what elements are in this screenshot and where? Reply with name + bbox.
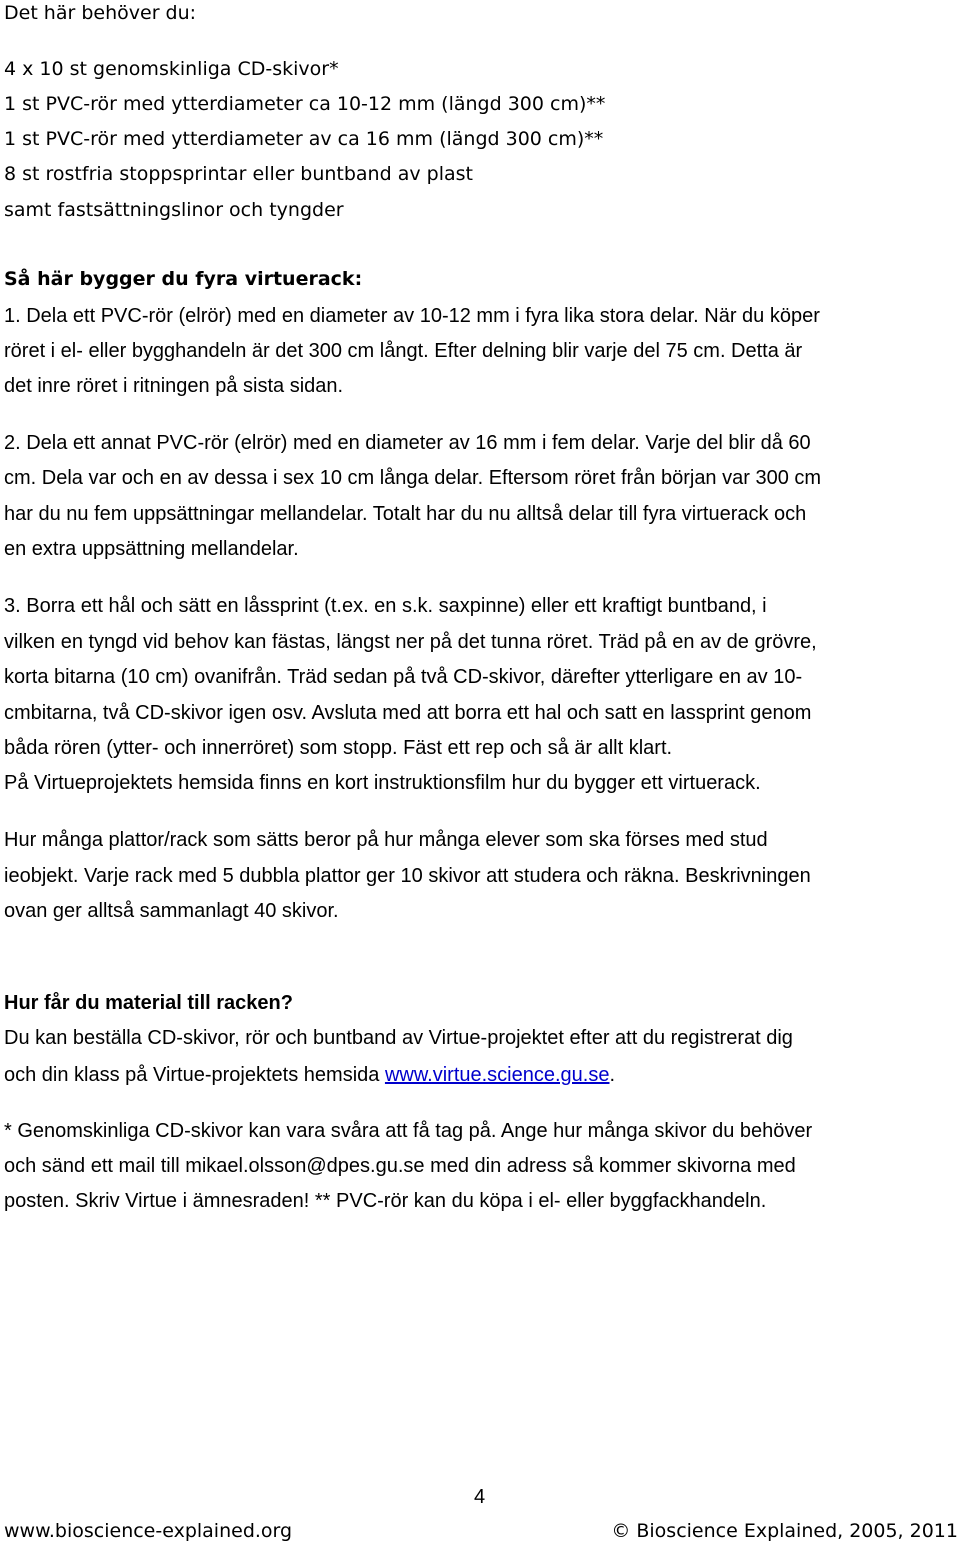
order-line-prefix: och din klass på Virtue-projektets hemsida	[4, 1064, 385, 1086]
virtue-website-link[interactable]: www.virtue.science.gu.se	[384, 1064, 610, 1086]
materials-heading: Det här behöver du:	[4, 2, 197, 24]
step3-line: cmbitarna, två CD-skivor igen osv. Avsluta med att borra ett hal och satt en lassprint genom	[4, 702, 812, 724]
step2-line: 2. Dela ett annat PVC-rör (elrör) med en diameter av 16 mm i fem delar. Varje del blir då 60	[4, 432, 811, 454]
footnote-line: * Genomskinliga CD-skivor kan vara svåra att få tag på. Ange hur många skivor du behöver	[4, 1120, 813, 1142]
step3-line: korta bitarna (10 cm) ovanifrån. Träd sedan på två CD-skivor, därefter ytterligare en av 10-	[4, 666, 803, 688]
step1-line: 1. Dela ett PVC-rör (elrör) med en diameter av 10-12 mm i fyra lika stora delar. När du köper	[4, 305, 820, 327]
step2-line: cm. Dela var och en av dessa i sex 10 cm långa delar. Eftersom röret från början var 300 cm	[4, 467, 822, 489]
order-heading: Hur får du material till racken?	[4, 992, 293, 1014]
footnote-line: posten. Skriv Virtue i ämnesraden! ** PVC-rör kan du köpa i el- eller byggfackhandeln.	[4, 1190, 767, 1212]
step2-line: en extra uppsättning mellandelar.	[4, 538, 299, 560]
step3-line: På Virtueprojektets hemsida finns en kort instruktionsfilm hur du bygger ett virtuerack.	[4, 772, 761, 794]
build-heading: Så här bygger du fyra virtuerack:	[4, 268, 363, 290]
footnote-line: och sänd ett mail till mikael.olsson@dpes.gu.se med din adress så kommer skivorna med	[4, 1155, 796, 1177]
materials-item: 1 st PVC-rör med ytterdiameter av ca 16 mm (längd 300 cm)**	[4, 128, 604, 150]
plates-line: ieobjekt. Varje rack med 5 dubbla plattor ger 10 skivor att studera och räkna. Beskrivningen	[4, 865, 811, 887]
step3-line: 3. Borra ett hål och sätt en låssprint (t.ex. en s.k. saxpinne) eller ett kraftigt buntband, i	[4, 595, 767, 617]
step3-line: vilken en tyngd vid behov kan fästas, längst ner på det tunna röret. Träd på en av de grövre,	[4, 631, 817, 653]
materials-item: 1 st PVC-rör med ytterdiameter ca 10-12 mm (längd 300 cm)**	[4, 93, 606, 115]
page-number: 4	[474, 1486, 486, 1508]
order-line	[4, 1064, 615, 1087]
footer-website: www.bioscience-explained.org	[4, 1520, 293, 1542]
order-line-suffix: .	[609, 1064, 616, 1086]
order-line: Du kan beställa CD-skivor, rör och buntband av Virtue-projektet efter att du registrerat dig	[4, 1027, 793, 1049]
plates-line: ovan ger alltså sammanlagt 40 skivor.	[4, 900, 339, 922]
footer-copyright: © Bioscience Explained, 2005, 2011	[611, 1520, 958, 1542]
materials-item: 4 x 10 st genomskinliga CD-skivor*	[4, 58, 339, 80]
materials-item: 8 st rostfria stoppsprintar eller buntband av plast	[4, 163, 473, 185]
materials-item: samt fastsättningslinor och tyngder	[4, 199, 344, 221]
plates-line: Hur många plattor/rack som sätts beror på hur många elever som ska förses med stud	[4, 829, 768, 851]
step1-line: röret i el- eller bygghandeln är det 300 cm långt. Efter delning blir varje del 75 cm. Detta är	[4, 340, 803, 362]
step1-line: det inre röret i ritningen på sista sidan.	[4, 375, 344, 397]
step3-line: båda rören (ytter- och innerröret) som stopp. Fäst ett rep och så är allt klart.	[4, 737, 673, 759]
step2-line: har du nu fem uppsättningar mellandelar. Totalt har du nu alltså delar till fyra virtuerack och	[4, 503, 807, 525]
